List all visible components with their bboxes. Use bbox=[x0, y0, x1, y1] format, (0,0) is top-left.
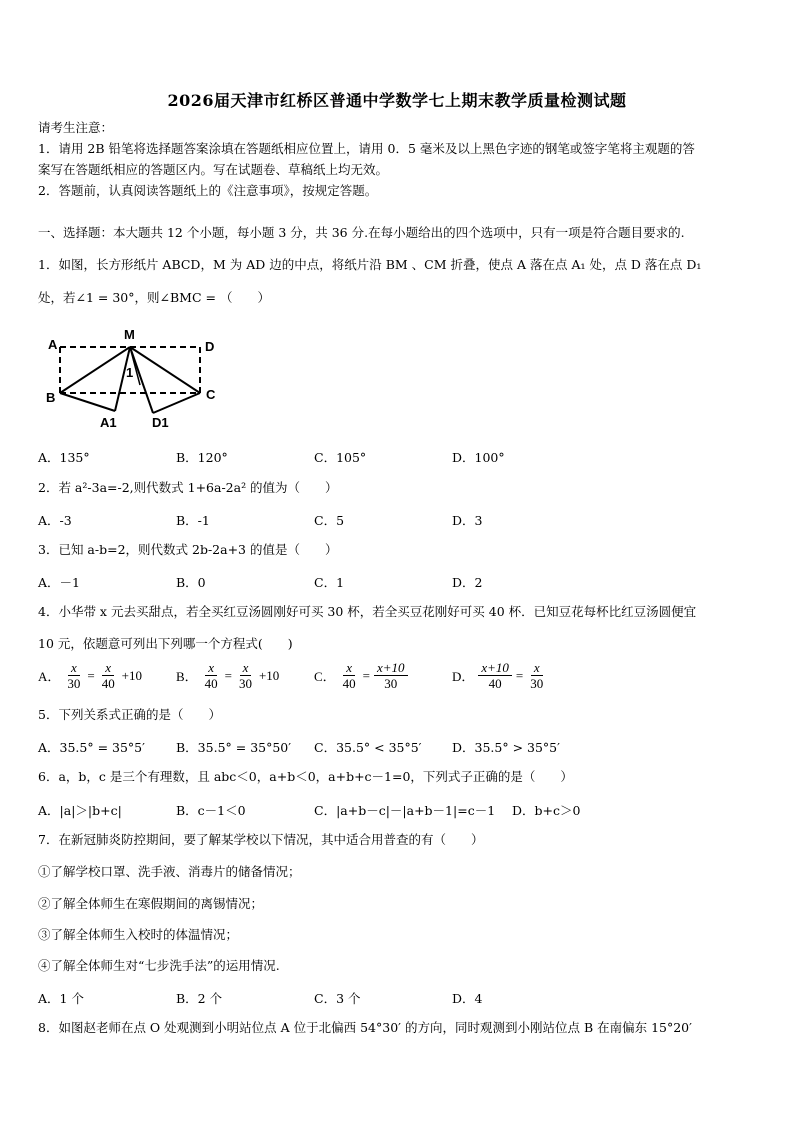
notice-heading: 请考生注意： bbox=[38, 120, 114, 135]
q7-item-1: ①了解学校口罩、洗手液、消毒片的储备情况； bbox=[38, 864, 301, 879]
notice-item-1-line-1: 1．请用 2B 铅笔将选择题答案涂填在答题纸相应位置上，请用 0．5 毫米及以上黑色字迹的钢笔或签字笔将主观题的答 bbox=[38, 141, 695, 156]
label-A1: A1 bbox=[100, 415, 117, 430]
q1-stem-line-1: 1．如图，长方形纸片 ABCD，M 为 AD 边的中点，将纸片沿 BM 、CM 折叠，使点 A 落在点 A₁ 处，点 D 落在点 D₁ bbox=[38, 257, 702, 272]
label-A: A bbox=[48, 337, 58, 352]
notice-item-2: 2．答题前，认真阅读答题纸上的《注意事项》，按规定答题。 bbox=[38, 183, 378, 198]
q5-option-b: B．35.5° = 35°50′ bbox=[176, 740, 292, 755]
label-D1: D1 bbox=[152, 415, 169, 430]
label-angle-1: 1 bbox=[126, 365, 134, 380]
q7-stem: 7．在新冠肺炎防控期间，要了解某学校以下情况，其中适合用普查的有（ ） bbox=[38, 832, 484, 847]
q4-option-c: C． $\frac{x}{40}$ = $\frac{x+10}{30}$ bbox=[314, 660, 408, 691]
q5-stem: 5．下列关系式正确的是（ ） bbox=[38, 707, 221, 722]
q2-stem: 2．若 a²-3a=-2,则代数式 1+6a-2a² 的值为（ ） bbox=[38, 480, 338, 495]
q5-option-a: A．35.5° = 35°5′ bbox=[38, 740, 145, 755]
q5-option-c: C．35.5° < 35°5′ bbox=[314, 740, 422, 755]
q1-figure bbox=[40, 325, 240, 435]
q7-option-a: A．1 个 bbox=[38, 991, 84, 1006]
q6-option-a: A．|a|＞|b+c| bbox=[38, 803, 122, 818]
q4-option-d: D． $\frac{x+10}{40}$ = $\frac{x}{30}$ bbox=[452, 660, 544, 691]
q1-option-c: C．105° bbox=[314, 450, 367, 465]
q2-option-b: B．-1 bbox=[176, 513, 210, 528]
q1-option-d: D．100° bbox=[452, 450, 505, 465]
q3-option-d: D．2 bbox=[452, 575, 483, 590]
q7-item-2: ②了解全体师生在寒假期间的离锡情况； bbox=[38, 896, 264, 911]
q1-stem-line-2: 处，若∠1 = 30°，则∠BMC = （ ） bbox=[38, 290, 270, 305]
q7-option-b: B．2 个 bbox=[176, 991, 223, 1006]
q3-stem: 3．已知 a-b=2，则代数式 2b-2a+3 的值是（ ） bbox=[38, 542, 338, 557]
q2-option-a: A．-3 bbox=[38, 513, 72, 528]
q2-option-c: C．5 bbox=[314, 513, 345, 528]
label-M: M bbox=[124, 327, 135, 342]
q3-option-b: B．0 bbox=[176, 575, 206, 590]
q4-stem-line-2: 10 元，依题意可列出下列哪一个方程式( ) bbox=[38, 636, 293, 651]
q6-option-d: D．b+c＞0 bbox=[512, 803, 581, 818]
label-D: D bbox=[205, 339, 215, 354]
q7-item-3: ③了解全体师生入校时的体温情况； bbox=[38, 927, 239, 942]
label-C: C bbox=[206, 387, 216, 402]
q3-option-c: C．1 bbox=[314, 575, 345, 590]
q5-option-d: D．35.5° > 35°5′ bbox=[452, 740, 560, 755]
q6-option-c: C．|a+b－c|－|a+b－1|=c－1 bbox=[314, 803, 496, 818]
q4-option-b: B． $\frac{x}{40}$ = $\frac{x}{30}$ +10 bbox=[176, 660, 280, 691]
q4-stem-line-1: 4．小华带 x 元去买甜点，若全买红豆汤圆刚好可买 30 杯，若全买豆花刚好可买 40 杯．已知豆花每杯比红豆汤圆便宜 bbox=[38, 604, 697, 619]
q4-option-a: A． $\frac{x}{30}$ = $\frac{x}{40}$ +10 bbox=[38, 660, 143, 691]
q7-option-d: D．4 bbox=[452, 991, 483, 1006]
q1-option-b: B．120° bbox=[176, 450, 228, 465]
q6-option-b: B．c－1＜0 bbox=[176, 803, 246, 818]
section-heading: 一、选择题：本大题共 12 个小题，每小题 3 分，共 36 分.在每小题给出的四个选项中，只有一项是符合题目要求的. bbox=[38, 225, 685, 240]
q6-stem: 6．a，b，c 是三个有理数，且 abc＜0，a+b＜0，a+b+c－1=0，下列式子正确的是（ ） bbox=[38, 769, 573, 784]
q7-item-4: ④了解全体师生对“七步洗手法”的运用情况. bbox=[38, 958, 280, 973]
page-title: 2026届天津市红桥区普通中学数学七上期末教学质量检测试题 bbox=[167, 91, 627, 110]
q2-option-d: D．3 bbox=[452, 513, 483, 528]
q1-option-a: A．135° bbox=[38, 450, 90, 465]
label-B: B bbox=[46, 390, 56, 405]
q7-option-c: C．3 个 bbox=[314, 991, 361, 1006]
q3-option-a: A．－1 bbox=[38, 575, 80, 590]
notice-item-1-line-2: 案写在答题纸相应的答题区内。写在试题卷、草稿纸上均无效。 bbox=[38, 162, 389, 177]
q8-stem: 8．如图赵老师在点 O 处观测到小明站位点 A 位于北偏西 54°30′ 的方向，同时观测到小刚站位点 B 在南偏东 15°20′ bbox=[38, 1020, 692, 1035]
